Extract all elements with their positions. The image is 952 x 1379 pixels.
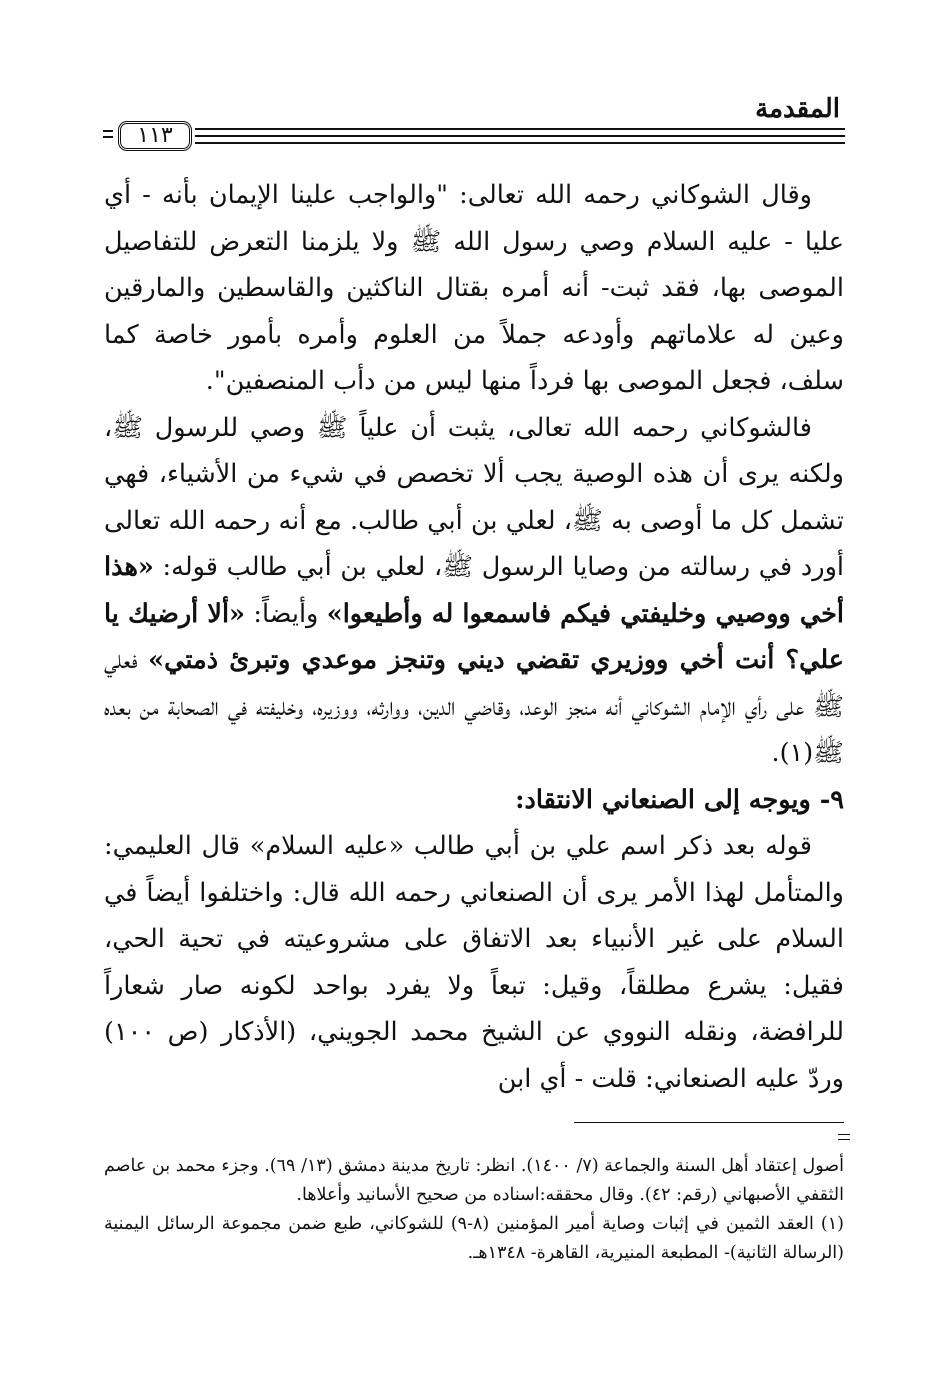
text-run: فالشوكاني رحمه الله تعالى، يثبت أن علياً ﷺ وصي للرسول ﷺ، ولكنه يرى أن هذه الوصية يجب ألا تخصص في شيء من الأشياء، فهي تشمل كل ما أوصى به ﷺ، لعلي بن أبي طالب. مع أنه رحمه الله تعالى أورد في رسالته من وصايا الرسول ﷺ، لعلي بن أبي طالب قوله: xyxy=(104,412,844,582)
paragraph: قوله بعد ذكر اسم علي بن أبي طالب «عليه السلام» قال العليمي: والمتأمل لهذا الأمر يرى أن الصنعاني رحمه الله قال: واختلفوا أيضاً في السلام على غير الأنبياء بعد الاتفاق على مشروعيته في تحية الحي، فقيل: يشرع مطلقاً، وقيل: تبعاً ولا يفرد بواحد لكونه صار شعاراً للرافضة، ونقله النووي عن الشيخ محمد الجويني، (الأذكار (ص ١٠٠) وردّ عليه الصنعاني: قلت - أي ابن xyxy=(104,831,844,1094)
section-heading: ٩- ويوجه إلى الصنعاني الانتقاد: xyxy=(515,784,844,815)
main-text xyxy=(104,172,844,1102)
rule-line xyxy=(195,142,845,144)
footnote-1: (١) العقد الثمين في إثبات وصاية أمير المؤمنين (٨-٩) للشوكاني، طبع ضمن مجموعة الرسائل اليمنية (الرسالة الثانية)- المطبعة المنيرية، القاهرة- ١٣٤٨هـ. xyxy=(104,1214,844,1263)
rule-line xyxy=(195,135,845,137)
text-run: فعلي ﷺ على رأي الإمام الشوكاني أنه منجز الوعد، وقاضي الدين، ووارثه، ووزيره، وخليفته في الصحابة من بعده ﷺ(١). xyxy=(104,645,844,768)
page-number: ١١٣ xyxy=(118,121,192,151)
paragraph xyxy=(104,405,844,777)
footnotes xyxy=(104,1152,844,1268)
footnote-continuation-mark xyxy=(838,1134,850,1140)
footnote-separator xyxy=(574,1122,844,1123)
hadith-quote: «هذا أخي ووصيي وخليفتي فيكم فاسمعوا له وأطيعوا» xyxy=(104,552,844,629)
paragraph: وقال الشوكاني رحمه الله تعالى: "والواجب علينا الإيمان بأنه - أي عليا - عليه السلام وصي رسول الله ﷺ ولا يلزمنا التعرض للتفاصيل الموصى بها، فقد ثبت- أنه أمره بقتال الناكثين والقاسطين والمارقين وعين له علاماتهم وأودعه جملاً من العلوم وأمره بأمور خاصة كما سلف، فجعل الموصى بها فرداً منها ليس من دأب المنصفين". xyxy=(104,180,844,396)
hadith-quote: «ألا أرضيك يا علي؟ أنت أخي ووزيري تقضي ديني وتنجز موعدي وتبرئ ذمتي» xyxy=(104,598,844,675)
running-title: المقدمة xyxy=(755,94,840,124)
rule-line xyxy=(195,128,845,130)
text-run: وأيضاً: xyxy=(245,598,327,629)
rule-ornament xyxy=(103,130,113,138)
header-rule xyxy=(100,122,845,152)
footnote-continued: أصول إعتقاد أهل السنة والجماعة (٧/ ١٤٠٠). انظر: تاريخ مدينة دمشق (١٣/ ٦٩). وجزء محمد بن عاصم الثقفي الأصبهاني (رقم: ٤٢). وقال محققه:اسناده من صحيح الأسانيد وأعلاها. xyxy=(104,1156,844,1205)
